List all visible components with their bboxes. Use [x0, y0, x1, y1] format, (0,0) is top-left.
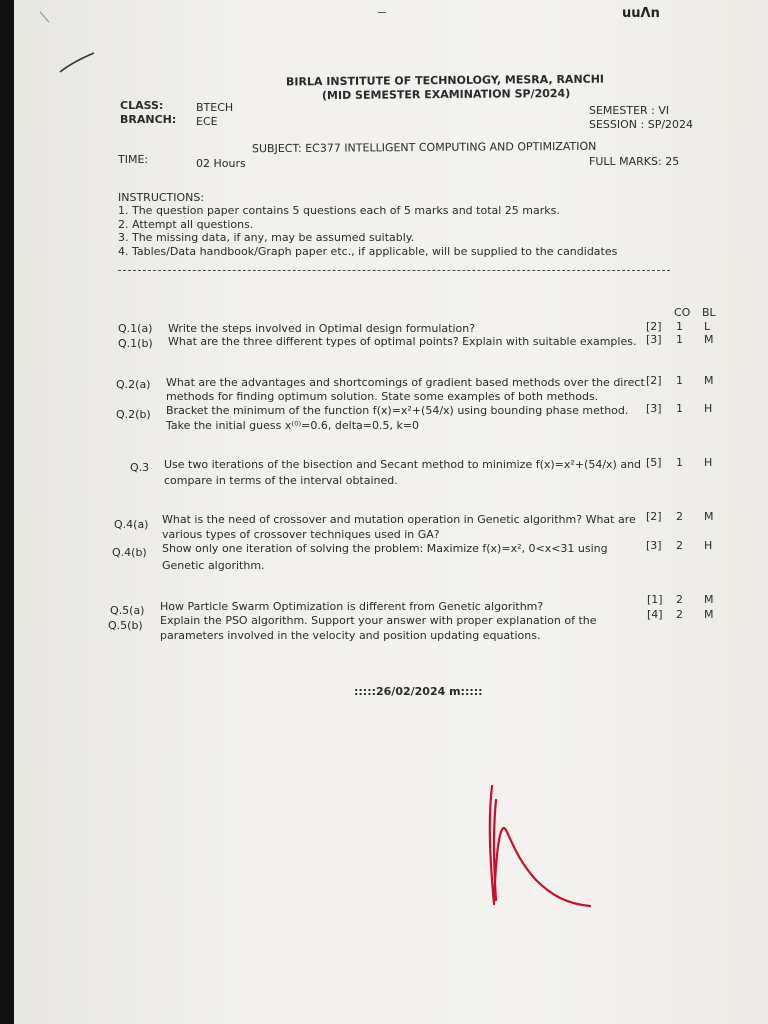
instruction-item: 2. Attempt all questions. — [118, 218, 254, 231]
question-bl: M — [704, 333, 714, 346]
question-marks: [4] — [647, 608, 663, 621]
question-co: 1 — [676, 456, 683, 469]
question-co: 1 — [676, 333, 683, 346]
class-label: CLASS: — [120, 99, 164, 112]
bl-header: BL — [702, 306, 716, 319]
footer-date: :::::26/02/2024 m::::: — [354, 685, 483, 698]
question-bl: M — [704, 510, 714, 523]
co-header: CO — [674, 306, 691, 319]
semester: SEMESTER : VI — [589, 104, 670, 117]
time-label: TIME: — [118, 153, 149, 166]
question-text: What are the advantages and shortcomings of gradient based methods over the direct — [166, 376, 645, 389]
question-co: 2 — [676, 539, 683, 552]
question-number: Q.2(b) — [116, 408, 151, 421]
question-co: 2 — [676, 593, 683, 606]
question-co: 1 — [676, 320, 683, 333]
institute-name: BIRLA INSTITUTE OF TECHNOLOGY, MESRA, RANCHI — [285, 72, 605, 89]
question-co: 1 — [676, 374, 683, 387]
question-text: Use two iterations of the bisection and Secant method to minimize f(x)=x²+(54/x) and — [164, 458, 642, 471]
branch-label: BRANCH: — [120, 113, 177, 126]
question-bl: H — [704, 539, 713, 552]
branch-value: ECE — [196, 115, 218, 128]
question-marks: [3] — [646, 402, 662, 415]
question-text: parameters involved in the velocity and position updating equations. — [160, 629, 541, 642]
question-number: Q.4(b) — [112, 546, 147, 559]
question-co: 2 — [676, 510, 683, 523]
question-text: methods for finding optimum solution. State some examples of both methods. — [166, 390, 599, 403]
question-marks: [1] — [647, 593, 663, 606]
question-text: What are the three different types of optimal points? Explain with suitable examples. — [168, 335, 637, 348]
pen-stroke-path — [60, 53, 94, 72]
scan-dark-edge — [0, 0, 14, 1024]
question-bl: L — [704, 320, 711, 333]
subject: SUBJECT: EC377 INTELLIGENT COMPUTING AND OPTIMIZATION — [251, 139, 597, 156]
question-text: Take the initial guess x⁽⁰⁾=0.6, delta=0.5, k=0 — [166, 419, 420, 432]
instructions-title: INSTRUCTIONS: — [118, 191, 205, 204]
question-text: Bracket the minimum of the function f(x)=x²+(54/x) using bounding phase method. — [166, 404, 629, 417]
exam-title: (MID SEMESTER EXAMINATION SP/2024) — [321, 86, 571, 103]
question-marks: [2] — [646, 510, 662, 523]
question-marks: [2] — [646, 320, 662, 333]
red-handwritten-mark — [478, 780, 598, 920]
instruction-item: 1. The question paper contains 5 questions each of 5 marks and total 25 marks. — [118, 204, 560, 217]
question-bl: H — [704, 402, 713, 415]
instruction-item: 4. Tables/Data handbook/Graph paper etc., if applicable, will be supplied to the candidates — [118, 245, 618, 258]
question-marks: [5] — [646, 456, 662, 469]
scan-mark — [378, 12, 386, 13]
question-marks: [3] — [646, 539, 662, 552]
question-bl: H — [704, 456, 713, 469]
question-text: Explain the PSO algorithm. Support your answer with proper explanation of the — [160, 614, 597, 627]
pen-stroke — [58, 50, 98, 76]
question-bl: M — [704, 374, 714, 387]
question-text: various types of crossover techniques used in GA? — [162, 528, 440, 541]
question-number: Q.4(a) — [114, 518, 149, 531]
question-text: Show only one iteration of solving the problem: Maximize f(x)=x², 0<x<31 using — [162, 542, 608, 555]
question-text: How Particle Swarm Optimization is different from Genetic algorithm? — [160, 600, 544, 613]
full-marks: FULL MARKS: 25 — [589, 155, 680, 168]
question-bl: M — [704, 593, 714, 606]
question-number: Q.1(b) — [118, 337, 153, 350]
question-number: Q.1(a) — [118, 322, 153, 335]
top-stamp: uuΛn — [622, 6, 660, 21]
question-number: Q.2(a) — [116, 378, 151, 391]
question-text: What is the need of crossover and mutation operation in Genetic algorithm? What are — [162, 513, 636, 526]
question-text: Genetic algorithm. — [162, 559, 265, 572]
question-marks: [3] — [646, 333, 662, 346]
question-text: compare in terms of the interval obtained. — [164, 474, 398, 487]
question-number: Q.3 — [130, 461, 150, 474]
question-co: 1 — [676, 402, 683, 415]
session: SESSION : SP/2024 — [589, 118, 694, 131]
time-value: 02 Hours — [196, 157, 246, 170]
instruction-item: 3. The missing data, if any, may be assumed suitably. — [118, 231, 415, 244]
divider — [118, 270, 670, 271]
question-number: Q.5(a) — [110, 604, 145, 617]
question-marks: [2] — [646, 374, 662, 387]
question-co: 2 — [676, 608, 683, 621]
question-text: Write the steps involved in Optimal design formulation? — [168, 322, 476, 335]
red-mark-path — [490, 786, 590, 906]
question-bl: M — [704, 608, 714, 621]
question-number: Q.5(b) — [108, 619, 143, 632]
class-value: BTECH — [196, 101, 234, 114]
